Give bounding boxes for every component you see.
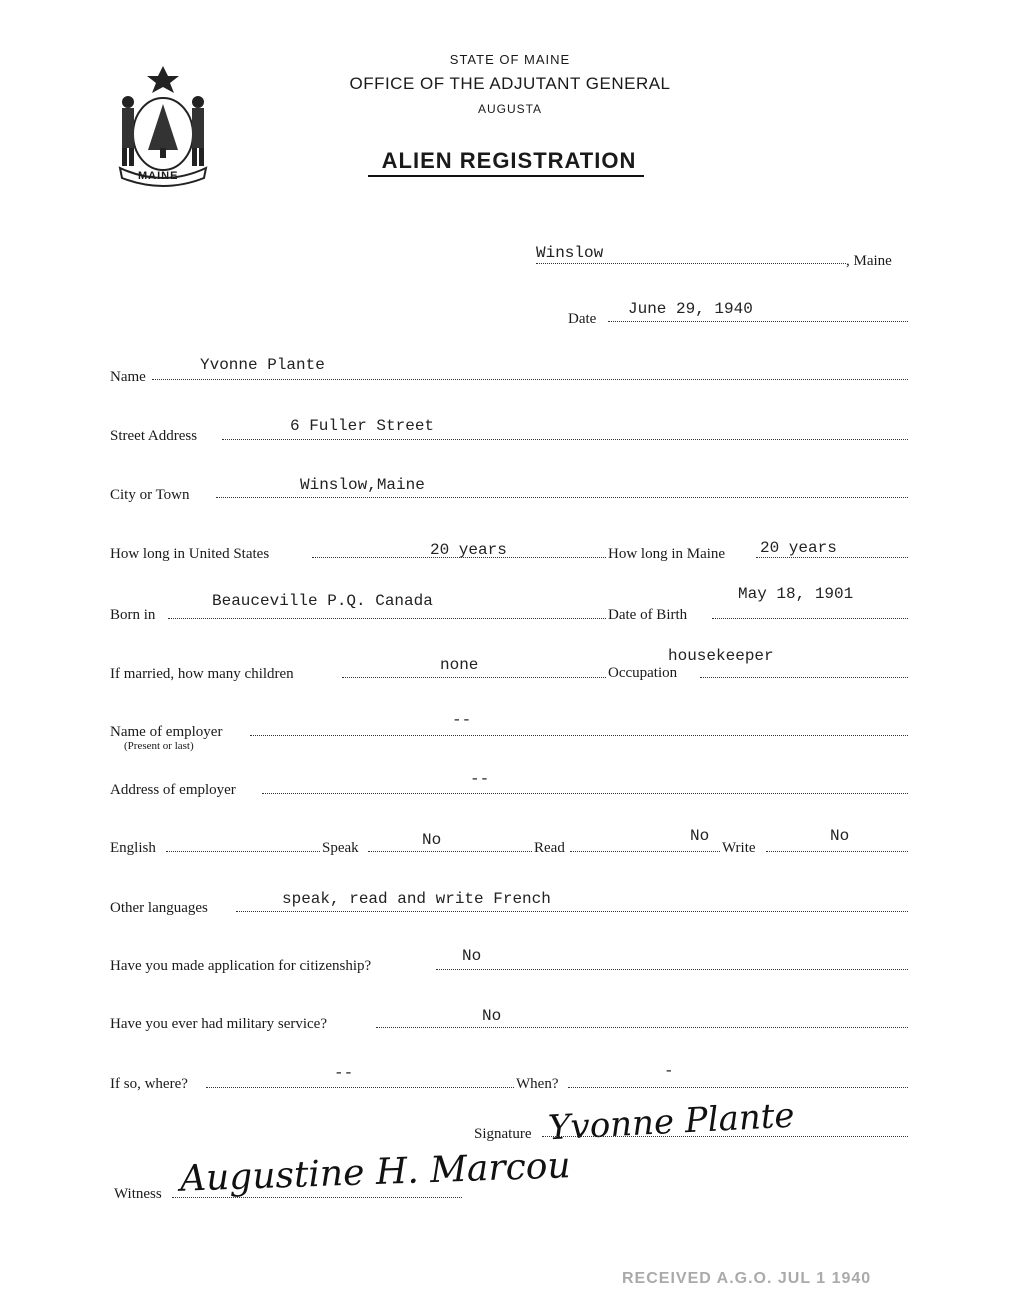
date-line: [608, 321, 908, 322]
born-in-line: [168, 618, 606, 619]
name-label: Name: [110, 369, 146, 385]
employer-name-value: --: [452, 711, 472, 729]
years-maine-label: How long in Maine: [608, 546, 726, 562]
city-line: [216, 497, 908, 498]
seal-banner-text: MAINE: [138, 170, 179, 182]
english-speak-line: [368, 851, 532, 852]
where-line: [206, 1087, 514, 1088]
title-underline: [368, 175, 644, 177]
occupation-line: [700, 677, 908, 678]
military-value: No: [482, 1007, 502, 1025]
citizenship-line: [436, 969, 908, 970]
occupation-label: Occupation: [608, 665, 678, 681]
street-address-line: [222, 439, 908, 440]
date-value: June 29, 1940: [628, 300, 753, 318]
received-stamp: RECEIVED A.G.O. JUL 1 1940: [622, 1270, 872, 1287]
military-label: Have you ever had military service?: [110, 1016, 327, 1032]
office-heading: OFFICE OF THE ADJUTANT GENERAL: [349, 74, 671, 93]
english-speak-value: No: [422, 831, 442, 849]
children-label: If married, how many children: [110, 666, 294, 682]
street-address-label: Street Address: [110, 428, 198, 444]
signature-value: Yvonne Plante: [547, 1095, 796, 1149]
date-of-birth-label: Date of Birth: [608, 607, 688, 623]
citizenship-value: No: [462, 947, 482, 965]
english-write-value: No: [830, 827, 850, 845]
witness-label: Witness: [114, 1186, 162, 1202]
english-read-label: Read: [534, 840, 565, 856]
state-heading: STATE OF MAINE: [449, 52, 571, 67]
military-line: [376, 1027, 908, 1028]
years-us-label: How long in United States: [110, 546, 270, 562]
english-line: [166, 851, 320, 852]
place-suffix-label: , Maine: [846, 253, 892, 269]
witness-line: [172, 1197, 462, 1198]
when-label: When?: [516, 1076, 559, 1092]
english-speak-label: Speak: [322, 840, 359, 856]
when-line: [568, 1087, 908, 1088]
signature-label: Signature: [474, 1126, 532, 1142]
city-heading: AUGUSTA: [477, 102, 543, 116]
years-us-line: [312, 557, 606, 558]
english-label: English: [110, 840, 156, 856]
date-label: Date: [568, 311, 597, 327]
english-write-label: Write: [722, 840, 756, 856]
where-label: If so, where?: [110, 1076, 188, 1092]
born-in-value: Beauceville P.Q. Canada: [212, 592, 433, 610]
employer-address-value: --: [470, 770, 490, 788]
other-languages-value: speak, read and write French: [282, 890, 551, 908]
city-label: City or Town: [110, 487, 190, 503]
employer-name-line: [250, 735, 908, 736]
english-read-value: No: [690, 827, 710, 845]
street-address-value: 6 Fuller Street: [290, 417, 435, 435]
years-maine-value: 20 years: [760, 539, 837, 557]
children-value: none: [440, 656, 479, 674]
date-of-birth-line: [712, 618, 908, 619]
children-line: [342, 677, 606, 678]
citizenship-label: Have you made application for citizenship?: [110, 958, 372, 974]
born-in-label: Born in: [110, 607, 156, 623]
city-value: Winslow,Maine: [300, 476, 425, 494]
date-of-birth-value: May 18, 1901: [738, 585, 854, 603]
page-title: ALIEN REGISTRATION: [381, 148, 637, 173]
place-town-value: Winslow: [536, 244, 604, 262]
employer-name-label: Name of employer: [110, 724, 223, 740]
english-read-line: [570, 851, 720, 852]
witness-value: Augustine H. Marcou: [179, 1145, 572, 1200]
signature-line: [542, 1136, 908, 1137]
employer-name-sublabel: (Present or last): [124, 740, 194, 752]
employer-address-label: Address of employer: [110, 782, 236, 798]
years-us-value: 20 years: [430, 541, 507, 559]
name-value: Yvonne Plante: [200, 356, 325, 374]
place-line: [536, 263, 846, 264]
name-line: [152, 379, 908, 380]
when-value: -: [664, 1062, 674, 1080]
where-value: --: [334, 1064, 354, 1082]
english-write-line: [766, 851, 908, 852]
other-languages-line: [236, 911, 908, 912]
employer-address-line: [262, 793, 908, 794]
occupation-value: housekeeper: [668, 647, 774, 665]
other-languages-label: Other languages: [110, 900, 208, 916]
years-maine-line: [756, 557, 908, 558]
